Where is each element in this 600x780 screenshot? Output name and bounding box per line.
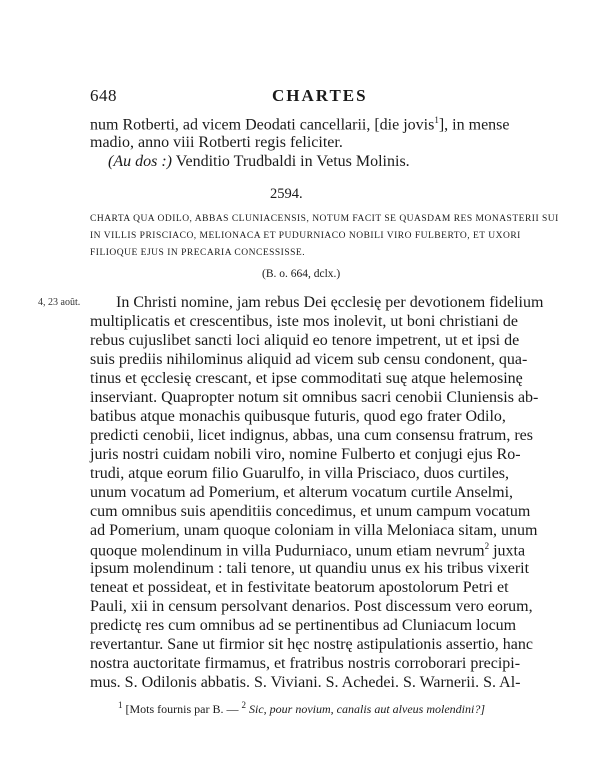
footnotes: $^1$ [Mots fournis par B. — $^2$ Sic, pour novium, canalis aut alveus molendini?] (118, 700, 485, 716)
body-line: tinus et ęcclesię crescant, et ipse commoditati suę atque helemosinę (90, 370, 523, 387)
body-line: ipsum molendinum : tali tenore, ut quandiu unus ex his tribus vixerit (90, 560, 530, 577)
body-line: juris nostri cuidam nobili viro, nomine Fulberto et conjugi ejus Ro- (90, 446, 521, 463)
body-line: trudi, atque eorum filio Guarulfo, in villa Prisciaco, duos curtiles, (90, 465, 510, 482)
body-line: teneat et possideat, et in festivitate beatorum apostolorum Petri et (90, 579, 509, 596)
charter-number: 2594. (270, 186, 303, 202)
body-line: multiplicatis et crescentibus, iste mos inolevit, ut boni christiani de (90, 313, 518, 330)
charter-summary-line-3: FILIOQUE EJUS IN PRECARIA CONCESSISSE. (90, 248, 306, 258)
charter-summary-line-1: CHARTA QUA ODILO, ABBAS CLUNIACENSIS, NOTUM FACIT SE QUASDAM RES MONASTERII SUI (90, 214, 559, 224)
body-line: suis prediis nihilominus aliquid ad vicem sub censu condonent, qua- (90, 351, 528, 368)
page-number: 648 (90, 86, 117, 105)
body-line: Pauli, xii in censum persolvant denarios. Post discessum vero eorum, (90, 598, 533, 615)
prev-charter-endorsement: (Au dos :) Venditio Trudbaldi in Vetus Molinis. (108, 153, 410, 170)
running-title: CHARTES (272, 86, 368, 105)
prev-charter-line-1: num Rotberti, ad vicem Deodati cancellarii, [die jovis$^1$], in mense (90, 115, 510, 134)
body-line: revertantur. Sane ut firmior sit hęc nostrę astipulationis assertio, hanc (90, 636, 533, 653)
body-line: inserviant. Quapropter notum sit omnibus sacri cenobii Cluniensis ab- (90, 389, 539, 406)
source-reference: (B. o. 664, dclx.) (262, 268, 341, 280)
endorsement-label: (Au dos :) (108, 153, 172, 170)
body-line: ad Pomerium, unam quoque coloniam in villa Meloniaca sitam, unum (90, 522, 538, 539)
charter-summary-line-2: IN VILLIS PRISCIACO, MELIONACA ET PUDURNIACO NOBILI VIRO FULBERTO, ET UXORI (90, 231, 521, 241)
body-line: predicti cenobii, licet indignus, abbas, una cum consensu fratrum, res (90, 427, 533, 444)
body-line: In Christi nomine, jam rebus Dei ęcclesię per devotionem fidelium (116, 294, 544, 311)
body-line: rebus cujuslibet sancti loci aliquid eo tenore impetrent, ut et ipsi de (90, 332, 520, 349)
margin-date: 4, 23 août. (38, 297, 81, 308)
body-line: mus. S. Odilonis abbatis. S. Viviani. S. Achedei. S. Warnerii. S. Al- (90, 674, 521, 691)
prev-charter-line-2: madio, anno viii Rotberti regis feliciter. (90, 134, 343, 151)
body-line: predictę res cum omnibus ad se pertinentibus ad Cluniacum locum (90, 617, 517, 634)
body-line: quoque molendinum in villa Pudurniaco, unum etiam nevrum$^2$ juxta (90, 541, 526, 560)
body-line: unum vocatum ad Pomerium, et alterum vocatum curtile Anselmi, (90, 484, 514, 501)
body-line: cum omnibus suis apenditiis concedimus, et unum campum vocatum (90, 503, 531, 520)
body-line: batibus atque monachis quibusque futuris, quod ego frater Odilo, (90, 408, 506, 425)
body-line: nostra auctoritate firmamus, et fratribus nostris corroborari precipi- (90, 655, 521, 672)
